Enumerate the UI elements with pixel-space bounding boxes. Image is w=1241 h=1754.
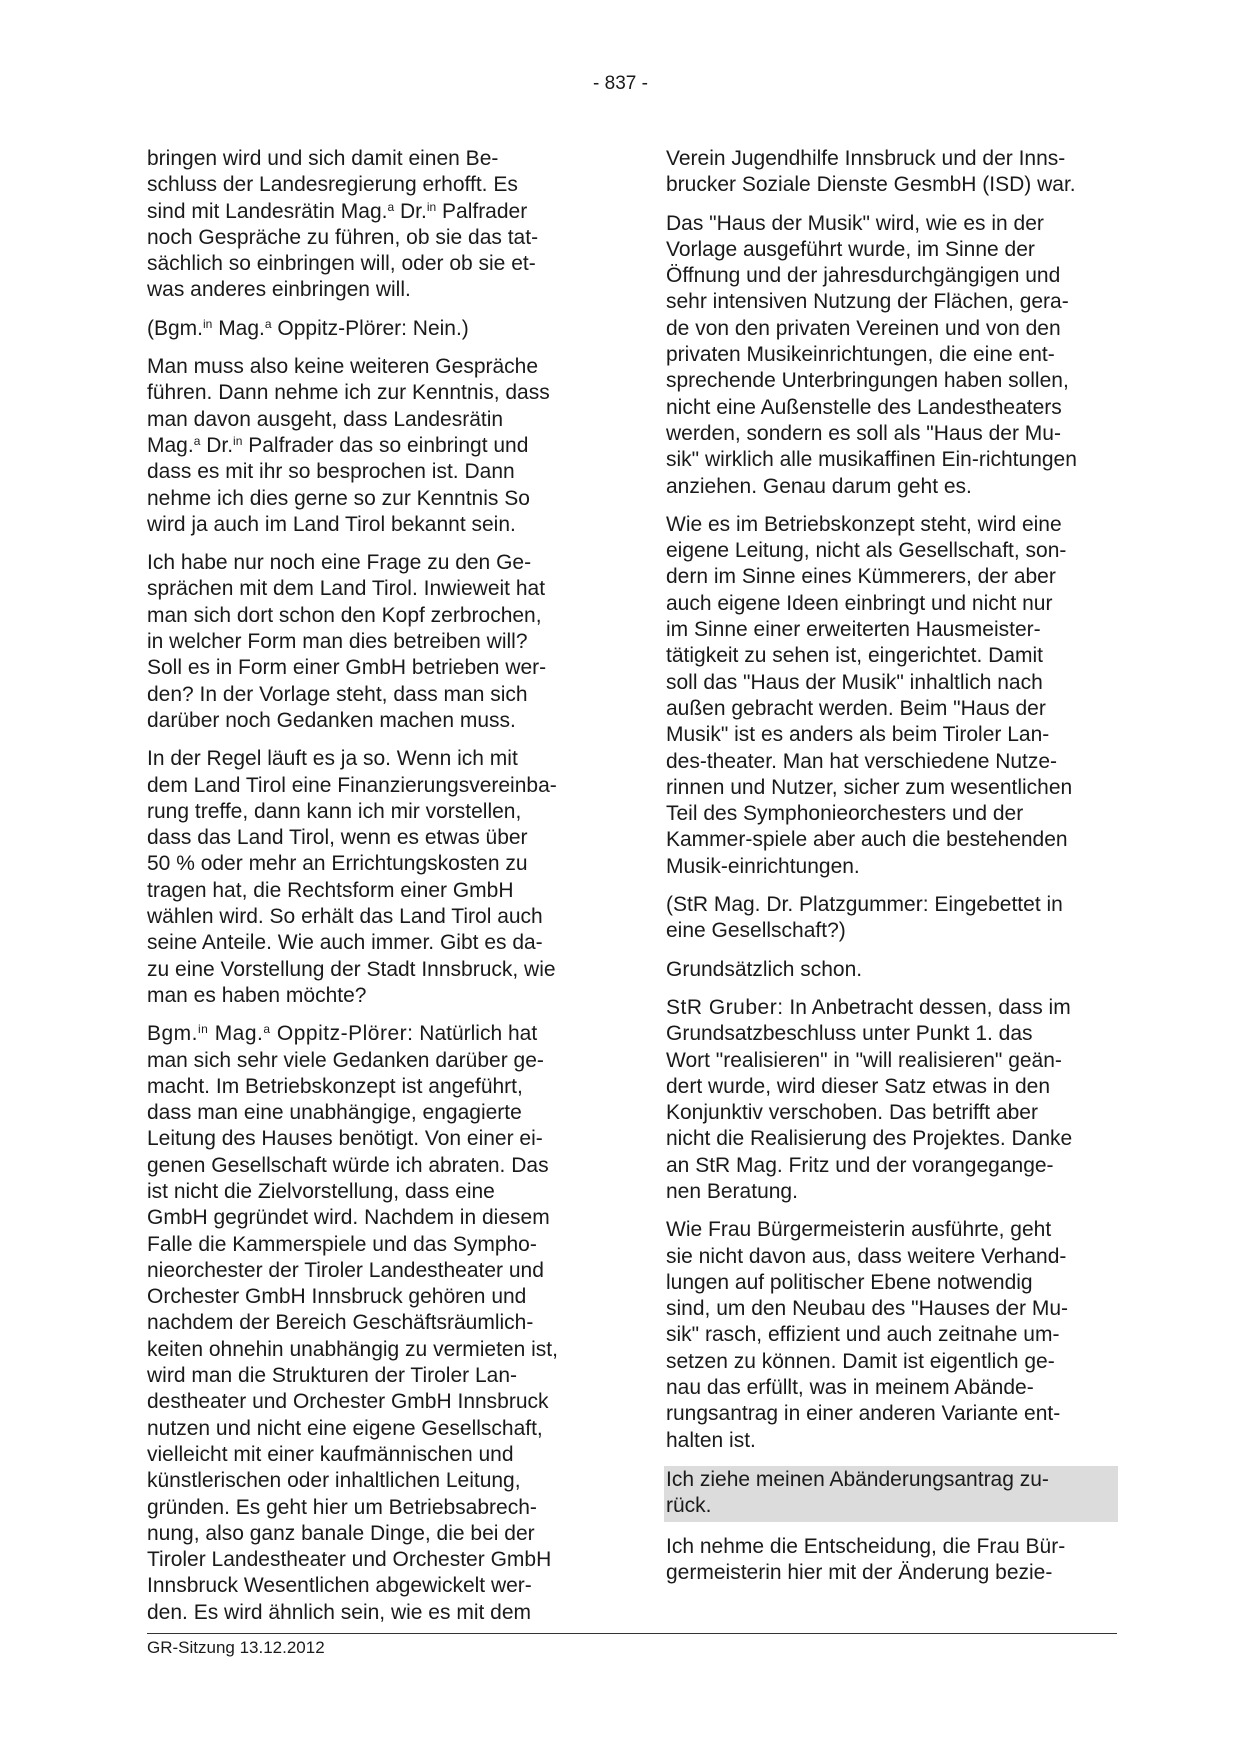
text-line	[666, 995, 1118, 1021]
text-line: Tiroler Landestheater und Orchester GmbH	[147, 1548, 552, 1572]
text-line: darüber noch Gedanken machen muss.	[147, 708, 516, 732]
text-line: in welcher Form man dies betreiben will?	[147, 630, 528, 654]
text-line: germeisterin hier mit der Änderung bezie-	[666, 1560, 1053, 1584]
speaker-paragraph	[666, 995, 1118, 1205]
text-line: wird man die Strukturen der Tiroler Lan-	[147, 1364, 517, 1388]
text-line: künstlerischen oder inhaltlichen Leitung,	[147, 1469, 521, 1493]
text-line: halten ist.	[666, 1428, 756, 1452]
text-line: nung, also ganz banale Dinge, die bei der	[147, 1521, 535, 1545]
text-line: man davon ausgeht, dass Landesrätin	[147, 407, 504, 431]
paragraph	[666, 1534, 1118, 1587]
text-line: anziehen. Genau darum geht es.	[666, 474, 972, 498]
text-run: Palfrader	[436, 199, 528, 223]
text-line: Leitung des Hauses benötigt. Von einer ei-	[147, 1127, 543, 1151]
page-number: - 837 -	[593, 73, 648, 94]
text-line: rung treffe, dann kann ich mir vorstellen,	[147, 799, 522, 823]
text-line: sie nicht davon aus, dass weitere Verhand-	[666, 1244, 1067, 1268]
text-run: (Bgm.	[147, 316, 204, 340]
text-line: dern im Sinne eines Kümmerers, der aber	[666, 565, 1056, 589]
text-line: bringen wird und sich damit einen Be-	[147, 147, 499, 170]
text-line: nutzen und nicht eine eigene Gesellschaft,	[147, 1416, 543, 1440]
text-line: (StR Mag. Dr. Platzgummer: Eingebettet in	[666, 893, 1063, 917]
text-line: im Sinne einer erweiterten Hausmeister-	[666, 618, 1041, 642]
text-run: Natürlich hat	[413, 1022, 538, 1046]
text-line: Wie es im Betriebskonzept steht, wird eine	[666, 512, 1062, 536]
text-line: GmbH gegründet wird. Nachdem in diesem	[147, 1206, 550, 1230]
text-line: eigene Leitung, nicht als Gesellschaft, son-	[666, 539, 1067, 563]
text-line: lungen auf politischer Ebene notwendig	[666, 1270, 1033, 1294]
text-line: Musik" ist es anders als beim Tiroler Lan-	[666, 723, 1050, 747]
text-line: man es haben möchte?	[147, 983, 367, 1007]
superscript: in	[203, 316, 213, 331]
text-line: rück.	[666, 1494, 712, 1518]
text-line: In der Regel läuft es ja so. Wenn ich mit	[147, 747, 518, 771]
superscript: in	[426, 199, 437, 214]
text-line: seine Anteile. Wie auch immer. Gibt es da-	[147, 931, 543, 955]
text-line	[147, 316, 595, 342]
text-line: den. Es wird ähnlich sein, wie es mit dem	[147, 1600, 531, 1624]
text-line: sprächen mit dem Land Tirol. Inwieweit hat	[147, 577, 546, 601]
text-line: Grundsätzlich schon.	[666, 957, 863, 981]
speaker-name	[147, 1022, 413, 1045]
superscript: a	[193, 433, 201, 448]
text-line: eine Gesellschaft?)	[666, 919, 846, 943]
text-line: vielleicht mit einer kaufmännischen und	[147, 1442, 514, 1466]
text-line: nehme ich dies gerne so zur Kenntnis So	[147, 486, 530, 510]
paragraph	[666, 211, 1118, 500]
text-line: Ich nehme die Entscheidung, die Frau Bür-	[666, 1534, 1066, 1558]
interjection	[666, 892, 1118, 945]
text-line: nicht die Realisierung des Projektes. Danke	[666, 1127, 1073, 1151]
text-line: sehr intensiven Nutzung der Flächen, gera-	[666, 290, 1069, 314]
text-run: Mag.	[212, 316, 265, 340]
text-line: man sich dort schon den Kopf zerbrochen,	[147, 603, 542, 627]
text-run: Palfrader das so einbringt und	[242, 433, 529, 457]
superscript: a	[263, 1022, 271, 1037]
superscript: in	[233, 433, 243, 448]
superscript: a	[387, 199, 395, 214]
text-line: privaten Musikeinrichtungen, die eine ent-	[666, 343, 1055, 367]
text-line: noch Gespräche zu führen, ob sie das tat-	[147, 225, 539, 249]
text-line: außen gebracht werden. Beim "Haus der	[666, 696, 1046, 720]
text-line: sind, um den Neubau des "Hauses der Mu-	[666, 1297, 1069, 1321]
text-run: Dr.	[394, 199, 427, 223]
text-run: Oppitz-Plörer: Nein.)	[271, 316, 469, 340]
text-line: macht. Im Betriebskonzept ist angeführt,	[147, 1074, 523, 1098]
footer-session: GR-Sitzung 13.12.2012	[147, 1638, 325, 1657]
paragraph	[666, 146, 1118, 199]
paragraph	[147, 550, 595, 734]
text-line: keiten ohnehin unabhängig zu vermieten ist,	[147, 1337, 558, 1361]
text-line: schluss der Landesregierung erhofft. Es	[147, 173, 518, 197]
left-column	[147, 146, 595, 1638]
speaker-paragraph	[147, 1021, 595, 1626]
right-column	[666, 146, 1118, 1598]
text-line: rinnen und Nutzer, sicher zum wesentlichen	[666, 775, 1073, 799]
text-line: Falle die Kammerspiele und das Sympho-	[147, 1232, 537, 1256]
text-run: Mag.	[147, 433, 194, 457]
superscript: in	[198, 1022, 209, 1037]
text-run: In Anbetracht dessen, dass im	[783, 995, 1071, 1019]
text-line: sik" wirklich alle musikaffinen Ein-richtungen	[666, 448, 1077, 472]
text-run: Oppitz-Plörer:	[270, 1022, 414, 1046]
text-line: wählen wird. So erhält das Land Tirol auch	[147, 905, 543, 929]
text-line: gründen. Es geht hier um Betriebsabrech-	[147, 1495, 537, 1519]
text-line: brucker Soziale Dienste GesmbH (ISD) war.	[666, 173, 1076, 197]
text-line: sik" rasch, effizient und auch zeitnahe um-	[666, 1323, 1060, 1347]
text-run: Mag.	[208, 1022, 264, 1046]
text-line: tätigkeit zu sehen ist, eingerichtet. Damit	[666, 644, 1044, 668]
footer-divider	[147, 1633, 1117, 1634]
text-line: an StR Mag. Fritz und der vorangegange-	[666, 1153, 1054, 1177]
text-line: nen Beratung.	[666, 1179, 798, 1203]
text-line: Ich ziehe meinen Abänderungsantrag zu-	[666, 1467, 1049, 1491]
text-line: werden, sondern es soll als "Haus der Mu-	[666, 421, 1061, 445]
text-line	[147, 1021, 595, 1047]
text-line	[147, 199, 595, 225]
text-line: dem Land Tirol eine Finanzierungsvereinba-	[147, 773, 557, 797]
text-line: dass man eine unabhängige, engagierte	[147, 1101, 522, 1125]
text-line: tragen hat, die Rechtsform einer GmbH	[147, 878, 514, 902]
paragraph	[666, 957, 1118, 983]
text-line: was anderes einbringen will.	[147, 278, 411, 302]
text-line: dert wurde, wird dieser Satz etwas in den	[666, 1074, 1051, 1098]
text-line: dass das Land Tirol, wenn es etwas über	[147, 826, 528, 850]
text-line: Orchester GmbH Innsbruck gehören und	[147, 1285, 527, 1309]
text-line: Musik-einrichtungen.	[666, 854, 860, 878]
text-line: rungsantrag in einer anderen Variante ent-	[666, 1402, 1061, 1426]
text-line: Wie Frau Bürgermeisterin ausführte, geht	[666, 1218, 1052, 1242]
paragraph	[666, 512, 1118, 880]
paragraph	[147, 146, 595, 304]
text-line: Konjunktiv verschoben. Das betrifft aber	[666, 1101, 1038, 1125]
text-line: des-theater. Man hat verschiedene Nutze-	[666, 749, 1058, 773]
text-line: dass es mit ihr so besprochen ist. Dann	[147, 460, 515, 484]
interjection	[147, 316, 595, 342]
text-line: Das "Haus der Musik" wird, wie es in der	[666, 211, 1044, 235]
text-line: Vorlage ausgeführt wurde, im Sinne der	[666, 237, 1035, 261]
text-line: nau das erfüllt, was in meinem Abände-	[666, 1376, 1034, 1400]
text-line: Öffnung und der jahresdurchgängigen und	[666, 264, 1061, 288]
text-line: destheater und Orchester GmbH Innsbruck	[147, 1390, 549, 1414]
text-line: soll das "Haus der Musik" inhaltlich nach	[666, 670, 1043, 694]
paragraph	[147, 354, 595, 538]
text-line: den? In der Vorlage steht, dass man sich	[147, 682, 528, 706]
text-line: Wort "realisieren" in "will realisieren" geän-	[666, 1048, 1062, 1072]
text-line: Grundsatzbeschluss unter Punkt 1. das	[666, 1022, 1033, 1046]
text-line: Man muss also keine weiteren Gespräche	[147, 355, 539, 379]
text-line: de von den privaten Vereinen und von den	[666, 316, 1061, 340]
text-run: Bgm.	[147, 1022, 199, 1046]
paragraph	[666, 1217, 1118, 1454]
text-run: Dr.	[200, 433, 234, 457]
superscript: a	[264, 316, 272, 331]
text-line: Teil des Symphonieorchesters und der	[666, 802, 1024, 826]
text-line: wird ja auch im Land Tirol bekannt sein.	[147, 512, 516, 536]
text-line: genen Gesellschaft würde ich abraten. Das	[147, 1153, 549, 1177]
text-line: nachdem der Bereich Geschäftsräumlich-	[147, 1311, 534, 1335]
highlighted-motion	[664, 1466, 1118, 1522]
text-line: auch eigene Ideen einbringt und nicht nur	[666, 591, 1053, 615]
paragraph	[147, 746, 595, 1009]
text-line: sächlich so einbringen will, oder ob sie et-	[147, 252, 536, 276]
text-line: führen. Dann nehme ich zur Kenntnis, dass	[147, 381, 550, 405]
text-run: sind mit Landesrätin Mag.	[147, 199, 388, 223]
text-line: setzen zu können. Damit ist eigentlich ge-	[666, 1349, 1055, 1373]
text-line: nieorchester der Tiroler Landestheater und	[147, 1258, 544, 1282]
text-line: Verein Jugendhilfe Innsbruck und der Inns-	[666, 147, 1066, 170]
text-line: Ich habe nur noch eine Frage zu den Ge-	[147, 551, 532, 575]
speaker-name: StR Gruber:	[666, 995, 784, 1019]
text-line: nicht eine Außenstelle des Landestheaters	[666, 395, 1062, 419]
text-line: zu eine Vorstellung der Stadt Innsbruck, wie	[147, 957, 556, 981]
text-line	[147, 433, 595, 459]
text-line: man sich sehr viele Gedanken darüber ge-	[147, 1048, 544, 1072]
text-line: 50 % oder mehr an Errichtungskosten zu	[147, 852, 528, 876]
text-line: Innsbruck Wesentlichen abgewickelt wer-	[147, 1574, 532, 1598]
text-line: ist nicht die Zielvorstellung, dass eine	[147, 1179, 495, 1203]
text-line: Kammer-spiele aber auch die bestehenden	[666, 828, 1068, 852]
text-line: Soll es in Form einer GmbH betrieben wer-	[147, 656, 547, 680]
text-line: sprechende Unterbringungen haben sollen,	[666, 369, 1069, 393]
